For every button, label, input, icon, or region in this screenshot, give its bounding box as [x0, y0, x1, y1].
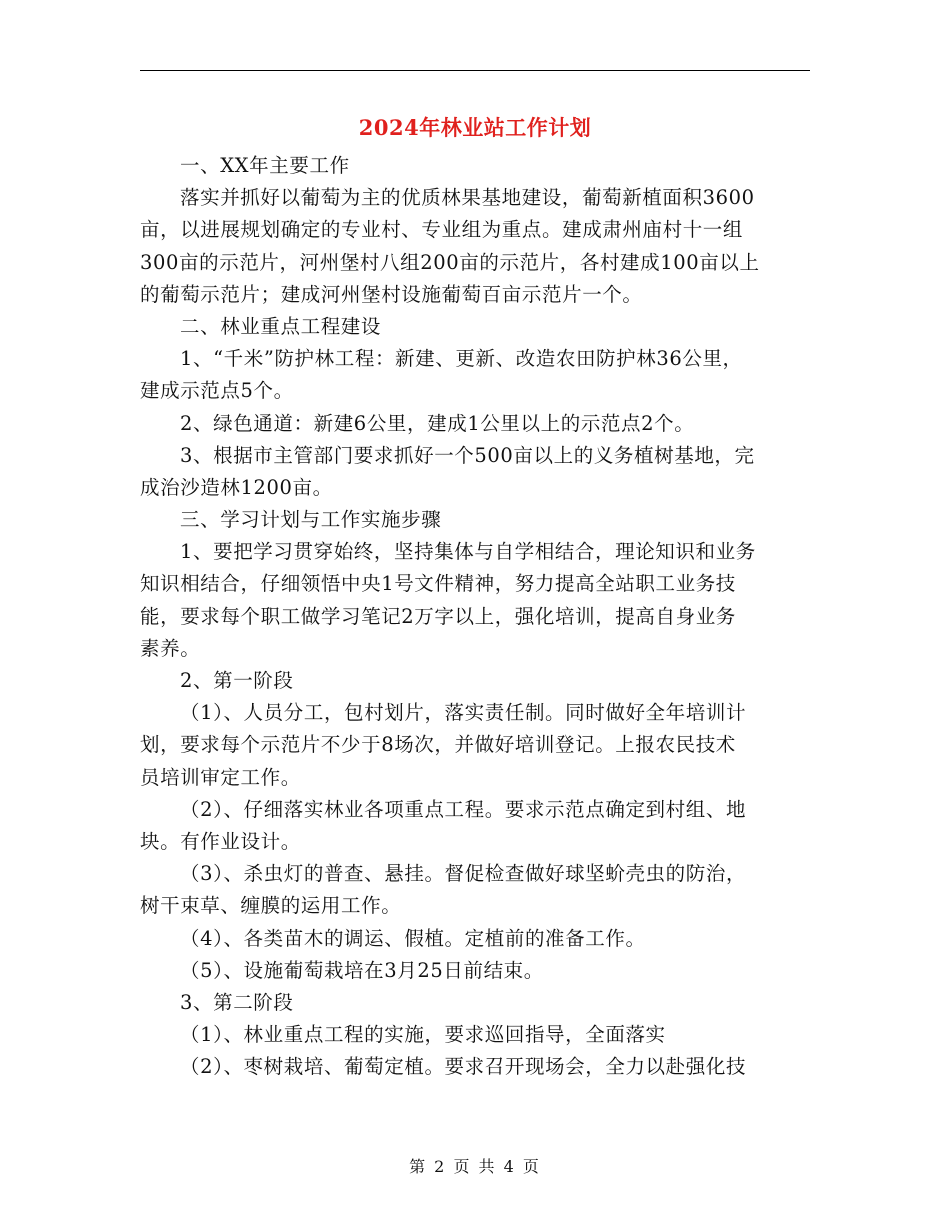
text-line: 员培训审定工作。: [140, 765, 301, 789]
text-line: （5）、设施葡萄栽培在3月25日前结束。: [180, 958, 544, 982]
text-line: 成治沙造林1200亩。: [140, 475, 333, 499]
text-line: 300亩的示范片，河州堡村八组200亩的示范片，各村建成100亩以上: [140, 250, 760, 274]
text-line: 3、第二阶段: [180, 990, 294, 1014]
text-line: （3）、杀虫灯的普查、悬挂。督促检查做好球坚蚧壳虫的防治，: [180, 862, 747, 886]
text-line: 二、林业重点工程建设: [180, 314, 382, 338]
text-line: 知识相结合，仔细领悟中央1号文件精神，努力提高全站职工业务技: [140, 572, 736, 596]
text-line: 划，要求每个示范片不少于8场次，并做好培训登记。上报农民技术: [140, 733, 736, 757]
text-line: 2、第一阶段: [180, 669, 294, 692]
header-rule: [140, 70, 810, 71]
text-line: 1、“千米”防护林工程：新建、更新、改造农田防护林36公里，: [180, 347, 743, 371]
text-line: （1）、林业重点工程的实施，要求巡回指导，全面落实: [180, 1023, 666, 1047]
text-line: 树干束草、缠膜的运用工作。: [140, 894, 402, 918]
text-line: 三、学习计划与工作实施步骤: [180, 508, 442, 532]
text-line: 的葡萄示范片；建成河州堡村设施葡萄百亩示范片一个。: [140, 282, 643, 306]
page-number-footer: 第 2 页 共 4 页: [409, 1157, 541, 1176]
text-line: 建成示范点5个。: [140, 379, 294, 403]
text-line: （2）、仔细落实林业各项重点工程。要求示范点确定到村组、地: [180, 797, 747, 821]
text-line: 1、要把学习贯穿始终，坚持集体与自学相结合，理论知识和业务: [180, 540, 756, 564]
text-line: 2、绿色通道：新建6公里，建成1公里以上的示范点2个。: [180, 411, 695, 435]
text-line: （2）、枣树栽培、葡萄定植。要求召开现场会，全力以赴强化技: [180, 1055, 747, 1079]
text-line: 一、XX年主要工作: [180, 154, 350, 177]
document-body: [140, 150, 812, 1083]
text-line: 素养。: [140, 636, 201, 660]
document-title: 2024年林业站工作计划: [358, 115, 592, 140]
text-line: 亩，以进展规划确定的专业村、专业组为重点。建成肃州庙村十一组: [140, 218, 744, 242]
text-line: 能，要求每个职工做学习笔记2万字以上，强化培训，提高自身业务: [140, 604, 736, 628]
text-line: （4）、各类苗木的调运、假植。定植前的准备工作。: [180, 926, 646, 950]
text-line: （1）、人员分工，包村划片，落实责任制。同时做好全年培训计: [180, 701, 747, 725]
text-line: 落实并抓好以葡萄为主的优质林果基地建设，葡萄新植面积3600: [180, 186, 755, 210]
text-line: 3、根据市主管部门要求抓好一个500亩以上的义务植树基地，完: [180, 443, 755, 467]
text-line: 块。有作业设计。: [140, 829, 301, 853]
